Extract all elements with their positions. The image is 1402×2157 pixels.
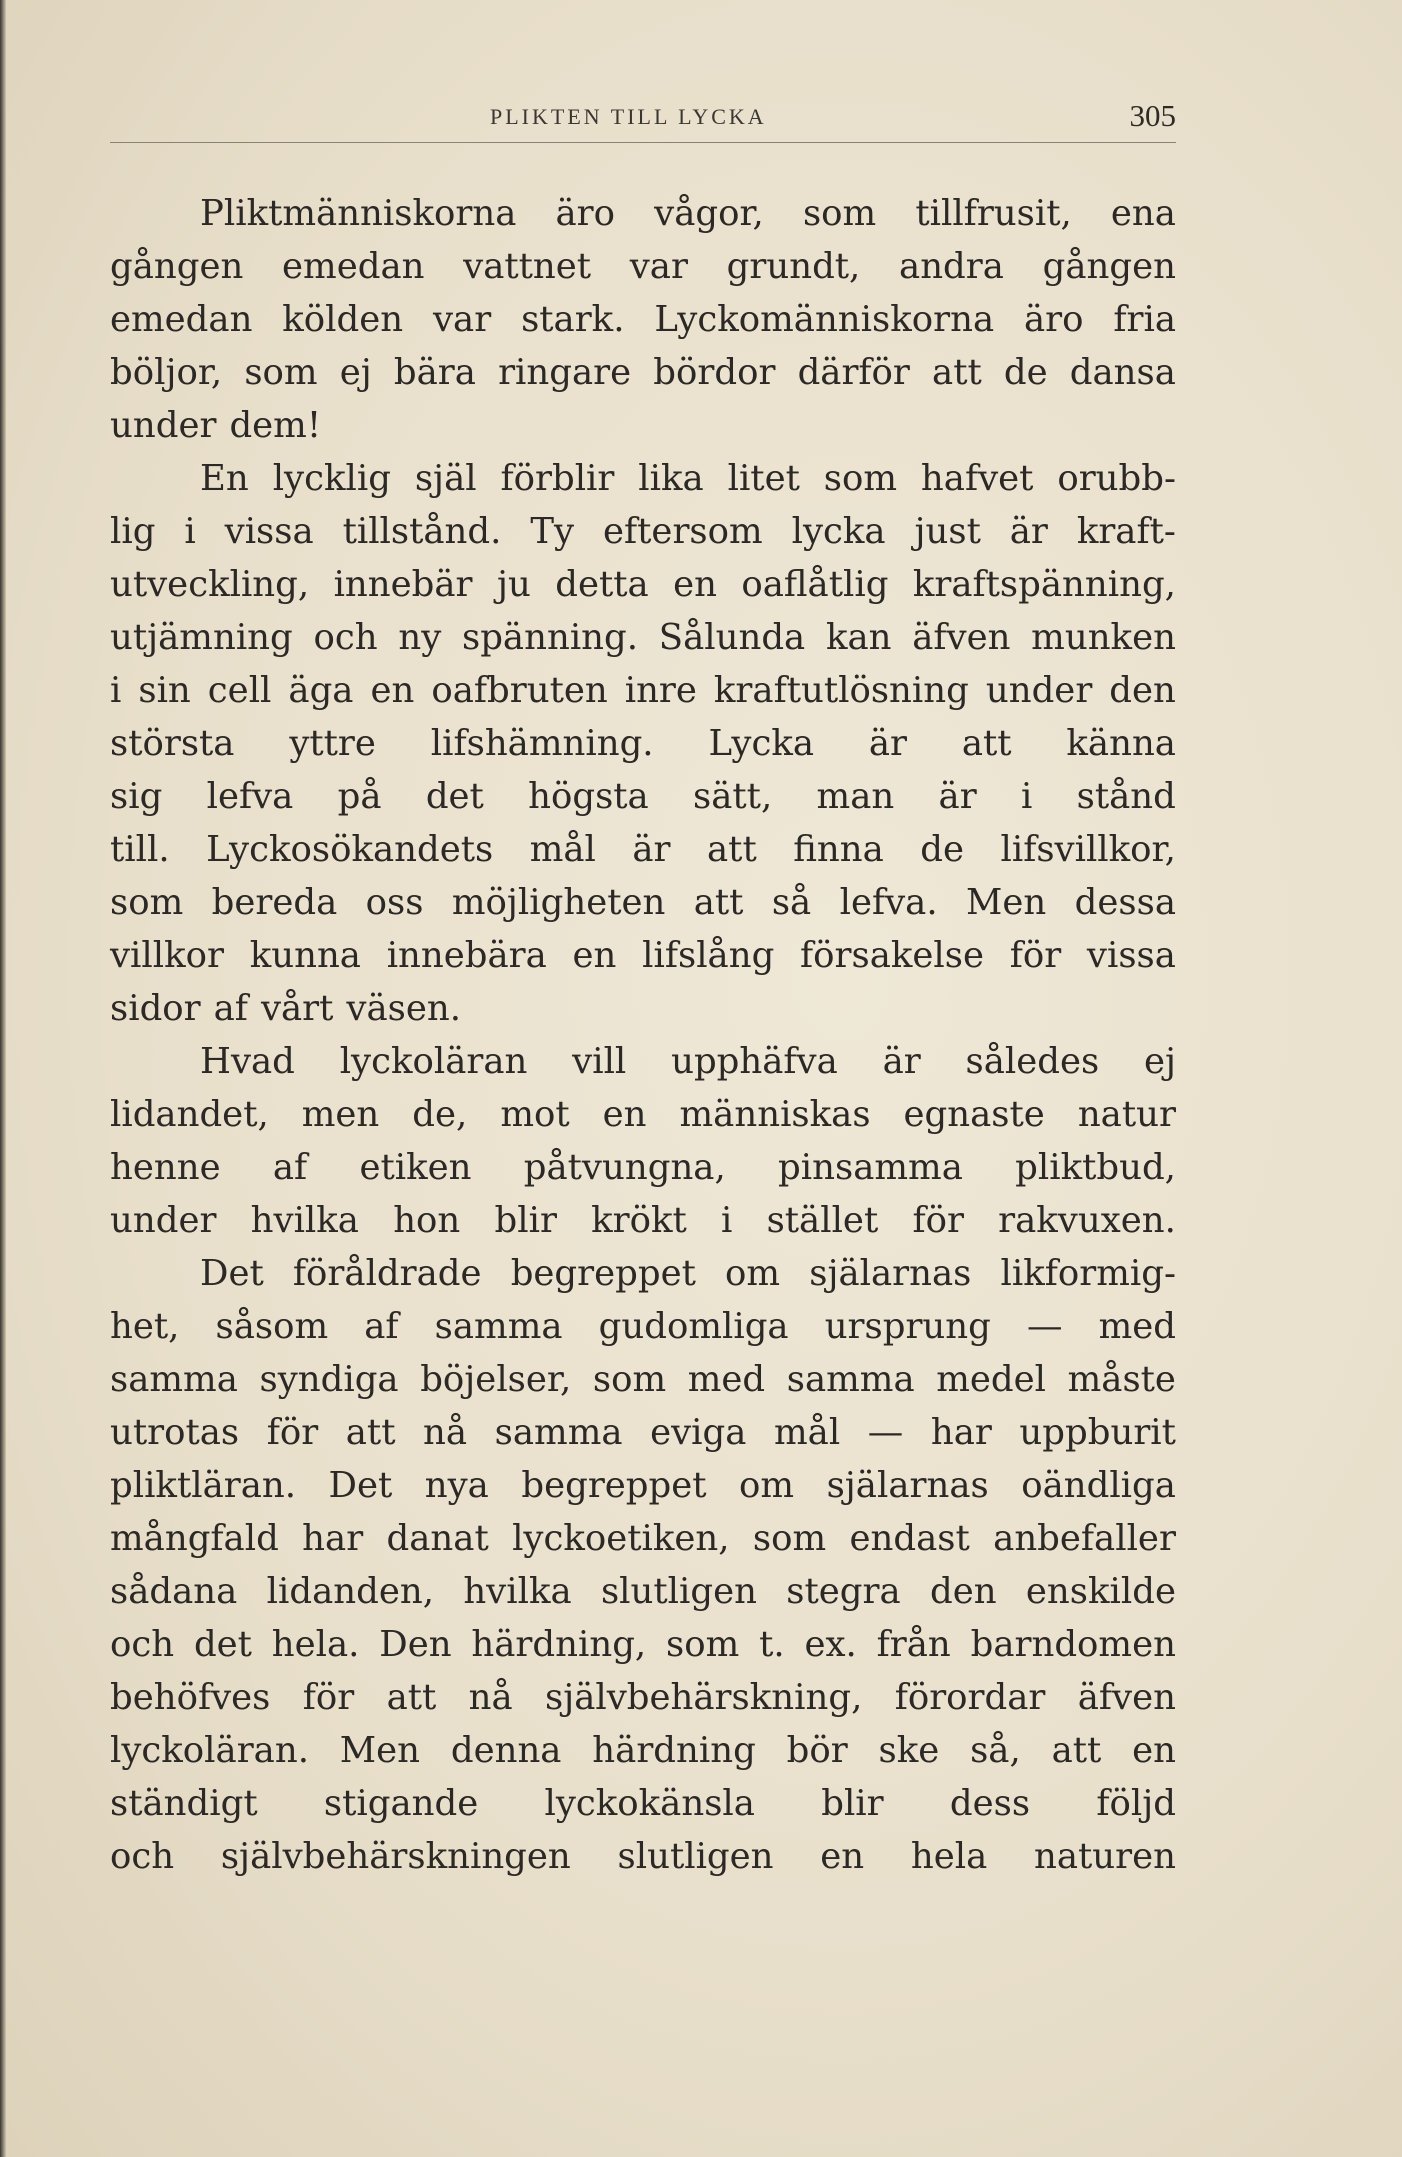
text-line: och självbehärskningen slutligen en hela naturen bbox=[110, 1836, 1176, 1877]
text-line: lyckoläran. Men denna härdning bör ske så, att en bbox=[110, 1730, 1176, 1771]
text-line: mångfald har danat lyckoetiken, som endast anbefaller bbox=[110, 1518, 1176, 1559]
text-line: Hvad lyckoläran vill upphäfva är således ej bbox=[200, 1041, 1176, 1082]
running-head: PLIKTEN TILL LYCKA bbox=[490, 104, 767, 129]
text-line: behöfves för att nå självbehärskning, förordar äfven bbox=[110, 1677, 1176, 1718]
page-number: 305 bbox=[1129, 98, 1176, 133]
text-line: samma syndiga böjelser, som med samma medel måste bbox=[110, 1359, 1176, 1400]
text-line: sådana lidanden, hvilka slutligen stegra den enskilde bbox=[110, 1571, 1176, 1612]
text-line: sig lefva på det högsta sätt, man är i stånd bbox=[110, 776, 1176, 817]
text-line: Det föråldrade begreppet om själarnas likformig- bbox=[200, 1253, 1176, 1294]
page-header bbox=[110, 96, 1176, 143]
text-line: henne af etiken påtvungna, pinsamma pliktbud, bbox=[110, 1147, 1176, 1188]
text-line: Pliktmänniskorna äro vågor, som tillfrusit, ena bbox=[200, 193, 1176, 234]
text-line: utjämning och ny spänning. Sålunda kan äfven munken bbox=[110, 617, 1176, 658]
text-line: lig i vissa tillstånd. Ty eftersom lycka just är kraft- bbox=[110, 511, 1176, 552]
text-line: som bereda oss möjligheten att så lefva. Men dessa bbox=[110, 882, 1176, 923]
text-line: utrotas för att nå samma eviga mål — har uppburit bbox=[110, 1412, 1176, 1453]
text-line: emedan kölden var stark. Lyckomänniskorna äro fria bbox=[110, 299, 1176, 340]
text-line: gången emedan vattnet var grundt, andra gången bbox=[110, 246, 1176, 287]
text-line: i sin cell äga en oafbruten inre kraftutlösning under den bbox=[110, 670, 1176, 711]
text-line: villkor kunna innebära en lifslång försakelse för vissa bbox=[110, 935, 1176, 976]
text-line: sidor af vårt väsen. bbox=[110, 988, 462, 1029]
text-line: pliktläran. Det nya begreppet om själarnas oändliga bbox=[110, 1465, 1176, 1506]
text-line: under dem! bbox=[110, 405, 322, 446]
page-edge-shadow bbox=[0, 0, 6, 2157]
body-text bbox=[110, 187, 1176, 1883]
text-line: till. Lyckosökandets mål är att finna de lifsvillkor, bbox=[110, 829, 1176, 870]
text-line: största yttre lifshämning. Lycka är att känna bbox=[110, 723, 1176, 764]
text-line: böljor, som ej bära ringare bördor därför att de dansa bbox=[110, 352, 1176, 393]
text-line: ständigt stigande lyckokänsla blir dess följd bbox=[110, 1783, 1176, 1824]
text-line: utveckling, innebär ju detta en oaflåtlig kraftspänning, bbox=[110, 564, 1176, 605]
text-line: och det hela. Den härdning, som t. ex. från barndomen bbox=[110, 1624, 1176, 1665]
text-line: under hvilka hon blir krökt i stället för rakvuxen. bbox=[110, 1200, 1176, 1241]
text-line: het, såsom af samma gudomliga ursprung — med bbox=[110, 1306, 1176, 1347]
text-line: En lycklig själ förblir lika litet som hafvet orubb- bbox=[200, 458, 1176, 499]
text-line: lidandet, men de, mot en människas egnaste natur bbox=[110, 1094, 1176, 1135]
